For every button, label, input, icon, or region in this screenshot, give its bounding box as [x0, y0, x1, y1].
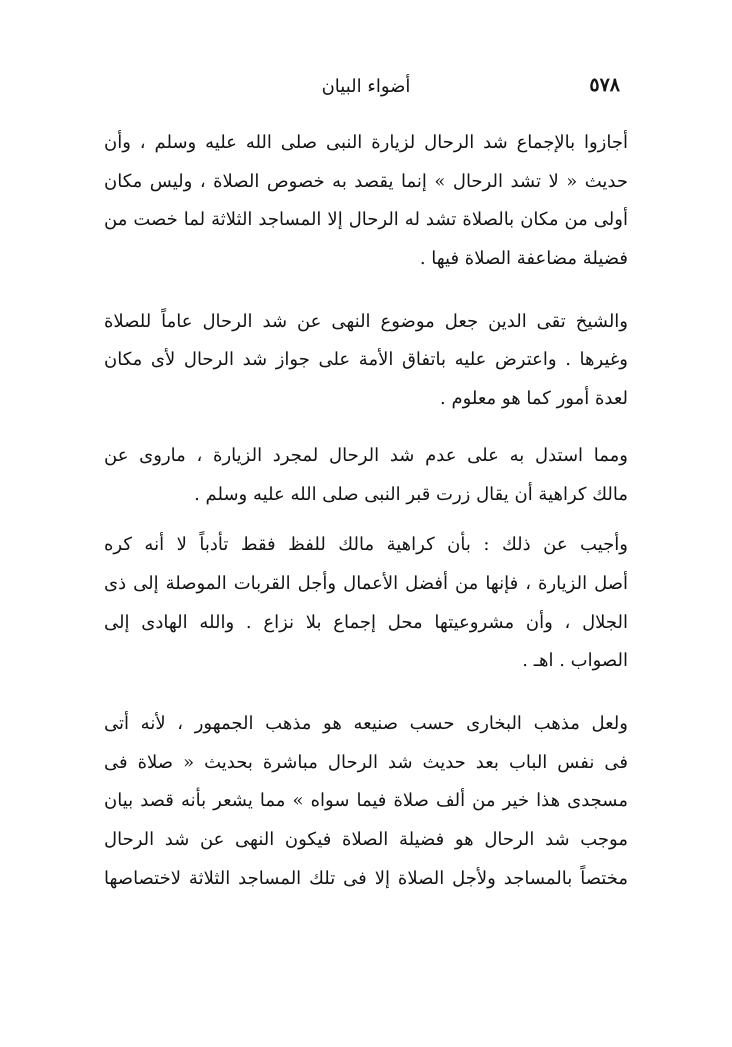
paragraph-2 [104, 303, 628, 419]
text-line: الجلال ، وأن مشروعيتها محل إجماع بلا نزاع . والله الهادى إلى [104, 611, 628, 633]
text-line: أجازوا بالإجماع شد الرحال لزيارة النبى صلى الله عليه وسلم ، وأن [104, 132, 628, 153]
text-line: وغيرها . واعترض عليه باتفاق الأمة على جواز شد الرحال لأى مكان [104, 349, 628, 371]
page-number: ٥٧٨ [589, 74, 620, 96]
text-line: لعدة أمور كما هو معلوم . [440, 388, 628, 410]
text-line: مختصاً بالمساجد ولأجل الصلاة إلا فى تلك المساجد الثلاثة لاختصاصها [104, 867, 628, 889]
paragraph-5 [104, 705, 628, 898]
text-line: مالك كراهية أن يقال زرت قبر النبى صلى الله عليه وسلم . [194, 483, 628, 505]
book-title: أضواء البيان [321, 76, 411, 97]
paragraph-3 [104, 437, 628, 514]
text-line: حديث « لا تشد الرحال » إنما يقصد به خصوص الصلاة ، وليس مكان [104, 170, 628, 192]
text-line: أصل الزيارة ، فإنها من أفضل الأعمال وأجل القربات الموصلة إلى ذى [104, 572, 628, 594]
paragraph-1 [104, 124, 628, 279]
text-line: فضيلة مضاعفة الصلاة فيها . [419, 248, 628, 270]
text-line: الصواب . اهـ . [522, 650, 628, 672]
text-line: موجب شد الرحال هو فضيلة الصلاة فيكون النهى عن شد الرحال [104, 829, 628, 850]
text-line: مسجدى هذا خير من ألف صلاة فيما سواه » مما يشعر بأنه قصد بيان [104, 790, 628, 812]
text-line: ومما استدل به على عدم شد الرحال لمجرد الزيارة ، ماروى عن [104, 444, 628, 466]
text-line: والشيخ تقى الدين جعل موضوع النهى عن شد الرحال عاماً للصلاة [104, 310, 628, 332]
paragraph-4 [104, 526, 628, 681]
text-line: ولعل مذهب البخارى حسب صنيعه هو مذهب الجمهور ، لأنه أتى [104, 712, 628, 734]
text-line: فى نفس الباب بعد حديث شد الرحال مباشرة بحديث « صلاة فى [104, 751, 628, 773]
text-line: أولى من مكان بالصلاة تشد له الرحال إلا المساجد الثلاثة لما خصت من [104, 209, 628, 231]
body-text [104, 124, 628, 914]
text-line: وأجيب عن ذلك : بأن كراهية مالك للفظ فقط تأدباً لا أنه كره [104, 534, 628, 556]
running-header [100, 74, 632, 104]
